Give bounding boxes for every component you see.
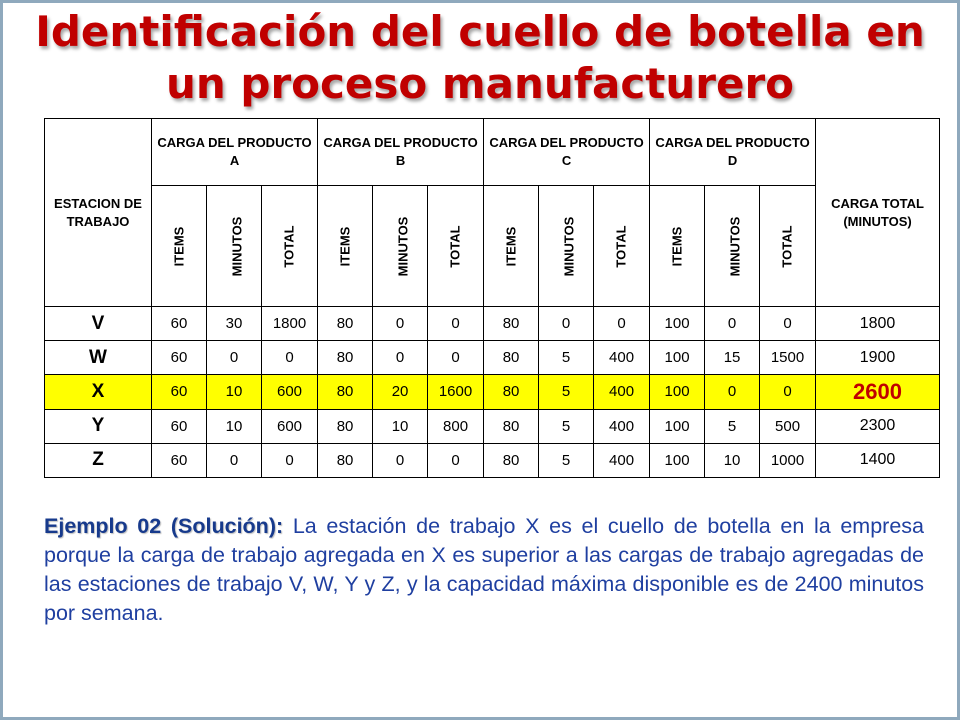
value-cell: 100	[650, 409, 705, 443]
table-body	[45, 307, 940, 478]
value-cell: 1600	[428, 375, 484, 409]
product-c-header: CARGA DEL PRODUCTO C	[484, 119, 650, 186]
value-cell: 5	[705, 409, 760, 443]
value-cell: 80	[318, 375, 373, 409]
table-row-z	[45, 443, 940, 477]
value-cell: 0	[207, 443, 262, 477]
station-cell: V	[45, 307, 152, 341]
value-cell: 0	[705, 307, 760, 341]
total-cell: 1800	[816, 307, 940, 341]
product-b-total-subheader	[428, 186, 484, 307]
subheader-label: TOTAL	[448, 224, 464, 268]
subheader-label: TOTAL	[282, 224, 298, 268]
value-cell: 80	[318, 443, 373, 477]
value-cell: 1000	[760, 443, 816, 477]
value-cell: 80	[484, 409, 539, 443]
value-cell: 0	[373, 307, 428, 341]
value-cell: 20	[373, 375, 428, 409]
value-cell: 600	[262, 375, 318, 409]
value-cell: 80	[484, 443, 539, 477]
value-cell: 10	[373, 409, 428, 443]
subheader-label: ITEMS	[669, 226, 685, 266]
value-cell: 800	[428, 409, 484, 443]
value-cell: 100	[650, 307, 705, 341]
value-cell: 5	[539, 443, 594, 477]
table-row-v	[45, 307, 940, 341]
subheader-label: MINUTOS	[395, 216, 411, 276]
subheader-label: MINUTOS	[561, 216, 577, 276]
total-cell: 2300	[816, 409, 940, 443]
value-cell: 0	[539, 307, 594, 341]
value-cell: 10	[705, 443, 760, 477]
station-cell: W	[45, 341, 152, 375]
solution-note	[44, 512, 924, 628]
value-cell: 0	[373, 443, 428, 477]
value-cell: 15	[705, 341, 760, 375]
value-cell: 5	[539, 341, 594, 375]
subheader-label: MINUTOS	[229, 216, 245, 276]
product-a-total-subheader	[262, 186, 318, 307]
value-cell: 80	[318, 307, 373, 341]
total-cell: 1900	[816, 341, 940, 375]
table-row-x	[45, 375, 940, 409]
subheader-label: MINUTOS	[727, 216, 743, 276]
workload-table	[44, 118, 940, 478]
product-a-items-subheader	[152, 186, 207, 307]
solution-lead: Ejemplo 02 (Solución):	[44, 514, 293, 538]
product-d-items-subheader	[650, 186, 705, 307]
value-cell: 0	[428, 341, 484, 375]
station-cell: X	[45, 375, 152, 409]
value-cell: 400	[594, 341, 650, 375]
total-cell: 2600	[816, 375, 940, 409]
value-cell: 500	[760, 409, 816, 443]
solution-text: La estación de trabajo X es el cuello de botella en la empresa porque la carga de trabajo agregada en X es superior a las cargas de trabajo agregadas de las estaciones de trabajo V, W, Y y Z, y la capacidad máxima disponible es de 2400 minutos por semana.	[44, 514, 925, 625]
product-b-items-subheader	[318, 186, 373, 307]
product-d-header: CARGA DEL PRODUCTO D	[650, 119, 816, 186]
product-b-header: CARGA DEL PRODUCTO B	[318, 119, 484, 186]
subheader-label: TOTAL	[780, 224, 796, 268]
value-cell: 80	[318, 409, 373, 443]
value-cell: 60	[152, 341, 207, 375]
value-cell: 10	[207, 375, 262, 409]
value-cell: 100	[650, 375, 705, 409]
subheader-label: ITEMS	[171, 226, 187, 266]
value-cell: 400	[594, 375, 650, 409]
value-cell: 80	[484, 375, 539, 409]
table-row-y	[45, 409, 940, 443]
value-cell: 60	[152, 307, 207, 341]
subheader-label: TOTAL	[614, 224, 630, 268]
value-cell: 0	[428, 443, 484, 477]
value-cell: 0	[428, 307, 484, 341]
value-cell: 1800	[262, 307, 318, 341]
value-cell: 80	[318, 341, 373, 375]
value-cell: 30	[207, 307, 262, 341]
value-cell: 400	[594, 409, 650, 443]
value-cell: 1500	[760, 341, 816, 375]
value-cell: 0	[594, 307, 650, 341]
value-cell: 0	[760, 375, 816, 409]
value-cell: 0	[262, 341, 318, 375]
product-a-minutos-subheader	[207, 186, 262, 307]
value-cell: 100	[650, 341, 705, 375]
product-c-minutos-subheader	[539, 186, 594, 307]
value-cell: 400	[594, 443, 650, 477]
value-cell: 80	[484, 341, 539, 375]
value-cell: 0	[262, 443, 318, 477]
total-header: CARGA TOTAL (MINUTOS)	[816, 119, 940, 307]
value-cell: 100	[650, 443, 705, 477]
product-b-minutos-subheader	[373, 186, 428, 307]
table-row-w	[45, 341, 940, 375]
value-cell: 60	[152, 375, 207, 409]
subheader-label: ITEMS	[337, 226, 353, 266]
station-header: ESTACION DE TRABAJO	[45, 119, 152, 307]
product-c-total-subheader	[594, 186, 650, 307]
product-a-header: CARGA DEL PRODUCTO A	[152, 119, 318, 186]
value-cell: 0	[207, 341, 262, 375]
value-cell: 60	[152, 409, 207, 443]
product-d-total-subheader	[760, 186, 816, 307]
value-cell: 5	[539, 409, 594, 443]
product-c-items-subheader	[484, 186, 539, 307]
value-cell: 5	[539, 375, 594, 409]
value-cell: 60	[152, 443, 207, 477]
value-cell: 10	[207, 409, 262, 443]
station-cell: Y	[45, 409, 152, 443]
subheader-row	[45, 186, 940, 307]
station-cell: Z	[45, 443, 152, 477]
value-cell: 80	[484, 307, 539, 341]
page-title: Identificación del cuello de botella en un proceso manufacturero	[35, 7, 925, 108]
value-cell: 0	[705, 375, 760, 409]
product-d-minutos-subheader	[705, 186, 760, 307]
value-cell: 600	[262, 409, 318, 443]
total-cell: 1400	[816, 443, 940, 477]
header-row	[45, 119, 940, 186]
subheader-label: ITEMS	[503, 226, 519, 266]
value-cell: 0	[373, 341, 428, 375]
value-cell: 0	[760, 307, 816, 341]
